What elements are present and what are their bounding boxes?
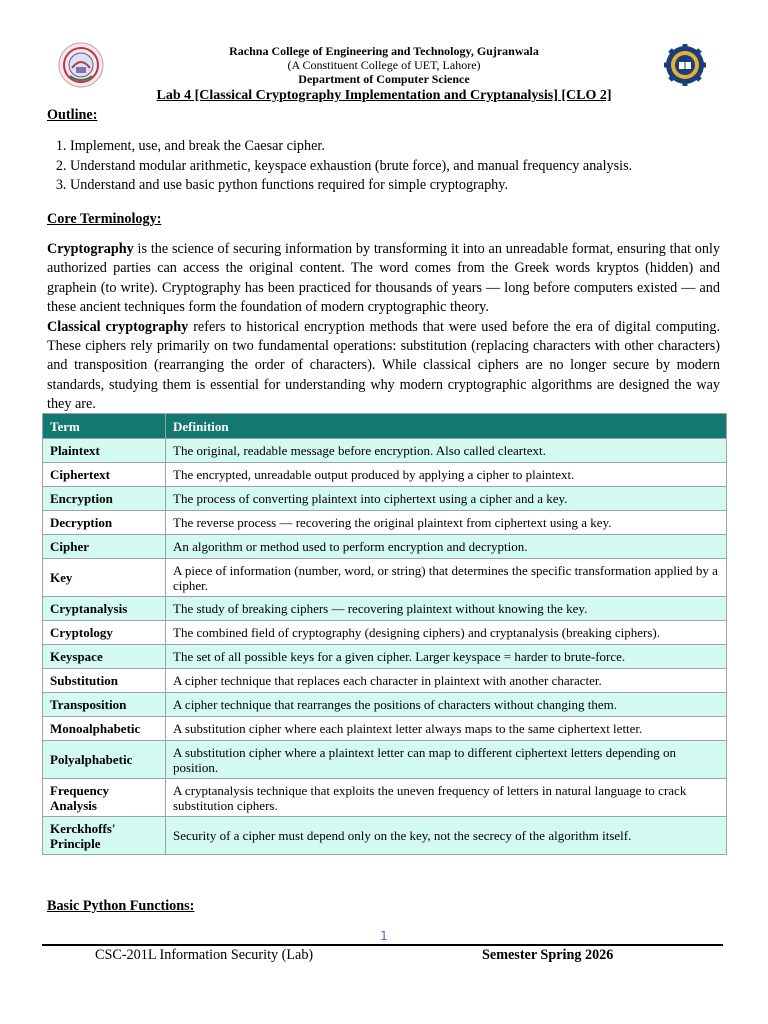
term-cell: Encryption [43, 487, 166, 511]
course-code: CSC-201L Information Security (Lab) [95, 947, 314, 963]
table-row [43, 487, 727, 511]
cryptography-paragraph [47, 240, 720, 318]
table-row [43, 669, 727, 693]
term-cell: Substitution [43, 669, 166, 693]
outline-item: 2. Understand modular arithmetic, keyspace exhaustion (brute force), and manual frequency analysis. [70, 157, 720, 176]
document-body [47, 106, 720, 415]
table-row [43, 817, 727, 855]
terminology-table [42, 413, 727, 855]
definition-cell: An algorithm or method used to perform encryption and decryption. [166, 535, 727, 559]
classical-cryptography-paragraph [47, 318, 720, 415]
term-cell: Cryptanalysis [43, 597, 166, 621]
term-cell: Polyalphabetic [43, 741, 166, 779]
table-row [43, 717, 727, 741]
document-header [0, 44, 768, 104]
basic-python-functions-heading: Basic Python Functions: [47, 898, 195, 914]
column-header-definition: Definition [166, 414, 727, 439]
term-cell: Cryptology [43, 621, 166, 645]
definition-cell: The process of converting plaintext into ciphertext using a cipher and a key. [166, 487, 727, 511]
outline-item: 1. Implement, use, and break the Caesar cipher. [70, 137, 720, 156]
term-cell: Frequency Analysis [43, 779, 166, 817]
table-row [43, 621, 727, 645]
definition-cell: The encrypted, unreadable output produced by applying a cipher to plaintext. [166, 463, 727, 487]
term-cell: Ciphertext [43, 463, 166, 487]
footer-divider [42, 944, 723, 946]
term-cell: Keyspace [43, 645, 166, 669]
lab-title: Lab 4 [Classical Cryptography Implementation and Cryptanalysis] [CLO 2] [156, 88, 612, 103]
table-row [43, 439, 727, 463]
definition-cell: The study of breaking ciphers — recovering plaintext without knowing the key. [166, 597, 727, 621]
table-row [43, 511, 727, 535]
term-cell: Cipher [43, 535, 166, 559]
term-cell: Kerckhoffs' Principle [43, 817, 166, 855]
core-terminology-heading: Core Terminology: [47, 210, 162, 227]
table-row [43, 741, 727, 779]
table-row [43, 779, 727, 817]
outline-item: 3. Understand and use basic python functions required for simple cryptography. [70, 176, 720, 195]
term-cell: Monoalphabetic [43, 717, 166, 741]
outline-heading: Outline: [47, 107, 98, 123]
definition-cell: A cipher technique that replaces each character in plaintext with another character. [166, 669, 727, 693]
term-cell: Decryption [43, 511, 166, 535]
definition-cell: A piece of information (number, word, or string) that determines the specific transformation applied by a cipher. [166, 559, 727, 597]
table-row [43, 463, 727, 487]
definition-cell: The combined field of cryptography (designing ciphers) and cryptanalysis (breaking ciphers). [166, 621, 727, 645]
classical-cryptography-term: Classical cryptography [47, 318, 189, 335]
definition-cell: A substitution cipher where a plaintext letter can map to different ciphertext letters depending on position. [166, 741, 727, 779]
college-name: Rachna College of Engineering and Technology, Gujranwala [229, 44, 539, 58]
term-cell: Key [43, 559, 166, 597]
table-row [43, 693, 727, 717]
definition-cell: A cipher technique that rearranges the positions of characters without changing them. [166, 693, 727, 717]
table-row [43, 645, 727, 669]
definition-cell: The set of all possible keys for a given cipher. Larger keyspace = harder to brute-force. [166, 645, 727, 669]
constituent-line: (A Constituent College of UET, Lahore) [287, 58, 481, 72]
cryptography-text: is the science of securing information by transforming it into an unreadable format, ensuring that only authorized parties can access the original content. The word comes from the Greek words kryptos (hidden) and graphein (to write). Cryptography has been practiced for thousands of years — long before computers existed — and these ancient techniques form the foundation of modern cryptographic theory. [47, 241, 720, 316]
classical-cryptography-text: refers to historical encryption methods that were used before the era of digital computing. These ciphers rely primarily on two fundamental operations: substitution (replacing characters with other characters) and transposition (rearranging the order of characters). While classical ciphers are no longer secure by modern standards, studying them is essential for understanding why modern cryptographic algorithms are designed the way they are. [47, 318, 720, 413]
definition-cell: The original, readable message before encryption. Also called cleartext. [166, 439, 727, 463]
table-row [43, 535, 727, 559]
definition-cell: Security of a cipher must depend only on the key, not the secrecy of the algorithm itself. [166, 817, 727, 855]
table-row [43, 597, 727, 621]
table-row [43, 559, 727, 597]
term-cell: Plaintext [43, 439, 166, 463]
definition-cell: A cryptanalysis technique that exploits the uneven frequency of letters in natural language to crack substitution ciphers. [166, 779, 727, 817]
outline-list [47, 137, 720, 195]
semester-label: Semester Spring 2026 [482, 947, 614, 963]
definition-cell: The reverse process — recovering the original plaintext from ciphertext using a key. [166, 511, 727, 535]
column-header-term: Term [43, 414, 166, 439]
term-cell: Transposition [43, 693, 166, 717]
department-name: Department of Computer Science [298, 72, 470, 86]
cryptography-term: Cryptography [47, 241, 134, 258]
definition-cell: A substitution cipher where each plaintext letter always maps to the same ciphertext letter. [166, 717, 727, 741]
page-number: 1 [380, 929, 388, 943]
